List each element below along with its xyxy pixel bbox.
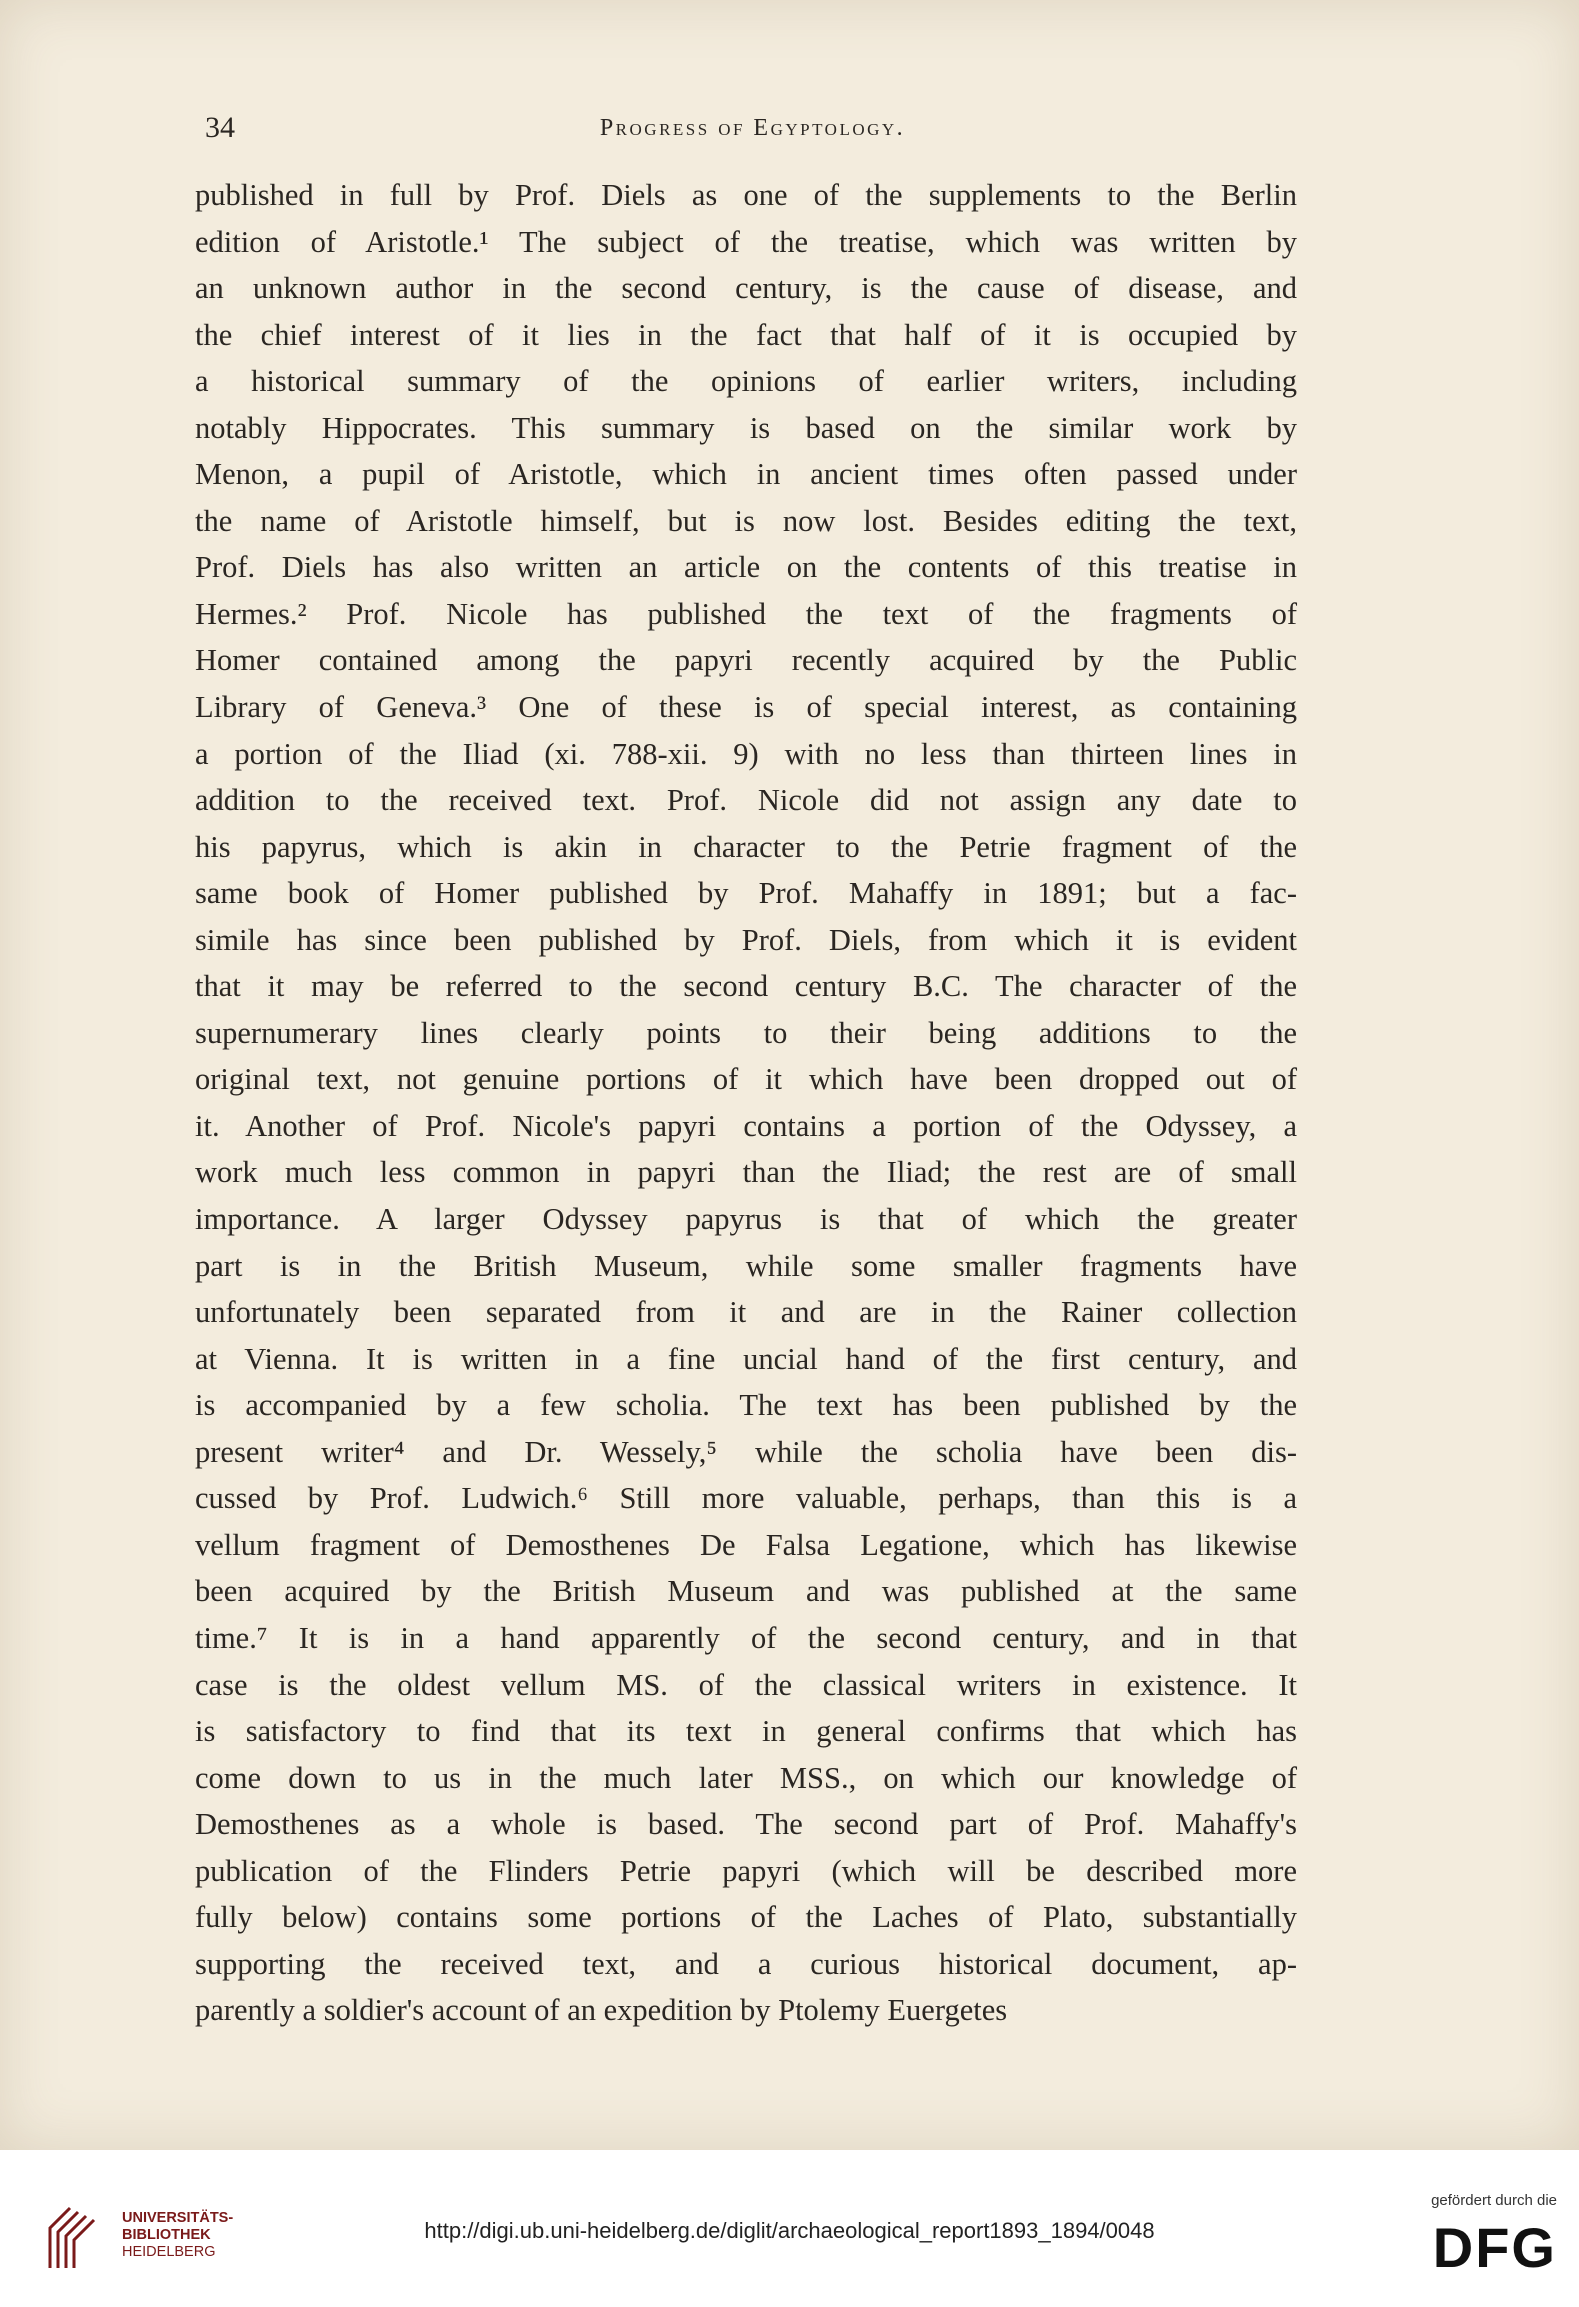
text-line: his papyrus, which is akin in character to the Petrie fragment of the: [195, 829, 1297, 864]
text-line: Library of Geneva.³ One of these is of special interest, as containing: [195, 690, 1297, 725]
running-title: Progress of Egyptology.: [599, 115, 906, 141]
text-line: is satisfactory to find that its text in general confirms that which has: [195, 1714, 1297, 1749]
text-line: edition of Aristotle.¹ The subject of the treatise, which was written by: [195, 224, 1297, 259]
viewer-footer: [0, 2150, 1579, 2307]
text-line: Homer contained among the papyri recently acquired by the Public: [195, 643, 1297, 678]
text-line: the name of Aristotle himself, but is now lost. Besides editing the text,: [195, 503, 1297, 538]
text-line: cussed by Prof. Ludwich.⁶ Still more valuable, perhaps, than this is a: [195, 1481, 1297, 1516]
text-line: publication of the Flinders Petrie papyri (which will be described more: [195, 1853, 1297, 1888]
text-line: notably Hippocrates. This summary is based on the similar work by: [195, 410, 1297, 445]
text-line: come down to us in the much later MSS., on which our knowledge of: [195, 1760, 1297, 1795]
text-line: supporting the received text, and a curious historical document, ap-: [195, 1946, 1297, 1981]
library-name-line: HEIDELBERG: [122, 2244, 216, 2260]
text-line: supernumerary lines clearly points to their being additions to the: [195, 1015, 1297, 1050]
text-line: it. Another of Prof. Nicole's papyri contains a portion of the Odyssey, a: [195, 1108, 1297, 1143]
running-head: [195, 103, 1310, 153]
text-line: that it may be referred to the second century B.C. The character of the: [195, 969, 1297, 1004]
text-line: time.⁷ It is in a hand apparently of the second century, and in that: [195, 1620, 1297, 1655]
text-line: present writer⁴ and Dr. Wessely,⁵ while the scholia have been dis-: [195, 1434, 1297, 1469]
text-line: Prof. Diels has also written an article on the contents of this treatise in: [195, 550, 1297, 585]
funding-label: gefördert durch die: [1431, 2192, 1557, 2209]
text-line: been acquired by the British Museum and was published at the same: [195, 1574, 1297, 1609]
text-line: a historical summary of the opinions of earlier writers, including: [195, 364, 1297, 399]
text-line: an unknown author in the second century, is the cause of disease, and: [195, 271, 1297, 306]
text-line: case is the oldest vellum MS. of the classical writers in existence. It: [195, 1667, 1297, 1702]
permalink-url[interactable]: http://digi.ub.uni-heidelberg.de/diglit/archaeological_report1893_1894/0048: [424, 2218, 1155, 2243]
text-line: parently a soldier's account of an expedition by Ptolemy Euergetes: [195, 1993, 1008, 2028]
text-line: Menon, a pupil of Aristotle, which in ancient times often passed under: [195, 457, 1297, 492]
text-line: part is in the British Museum, while some smaller fragments have: [195, 1248, 1297, 1283]
text-line: work much less common in papyri than the Iliad; the rest are of small: [195, 1155, 1297, 1190]
text-line: Hermes.² Prof. Nicole has published the text of the fragments of: [195, 596, 1297, 631]
text-line: simile has since been published by Prof. Diels, from which it is evident: [195, 922, 1297, 957]
text-line: importance. A larger Odyssey papyrus is that of which the greater: [195, 1202, 1297, 1237]
text-line: same book of Homer published by Prof. Mahaffy in 1891; but a fac-: [195, 876, 1297, 911]
text-line: at Vienna. It is written in a fine uncial hand of the first century, and: [195, 1341, 1297, 1376]
text-line: a portion of the Iliad (xi. 788-xii. 9) with no less than thirteen lines in: [195, 736, 1297, 771]
body-text: [195, 172, 1297, 2034]
page-number: 34: [205, 111, 235, 144]
text-line: the chief interest of it lies in the fact that half of it is occupied by: [195, 317, 1297, 352]
text-line: fully below) contains some portions of the Laches of Plato, substantially: [195, 1900, 1297, 1935]
library-name-line: UNIVERSITÄTS-: [122, 2210, 234, 2226]
text-line: unfortunately been separated from it and are in the Rainer collection: [195, 1295, 1297, 1330]
text-line: original text, not genuine portions of it which have been dropped out of: [195, 1062, 1297, 1097]
library-name-line: BIBLIOTHEK: [122, 2227, 211, 2243]
text-line: vellum fragment of Demosthenes De Falsa Legatione, which has likewise: [195, 1527, 1297, 1562]
text-line: addition to the received text. Prof. Nicole did not assign any date to: [195, 783, 1297, 818]
text-line: Demosthenes as a whole is based. The second part of Prof. Mahaffy's: [195, 1807, 1297, 1842]
dfg-logo: DFG: [1432, 2216, 1557, 2279]
text-line: is accompanied by a few scholia. The text has been published by the: [195, 1388, 1297, 1423]
text-line: published in full by Prof. Diels as one of the supplements to the Berlin: [195, 178, 1297, 212]
